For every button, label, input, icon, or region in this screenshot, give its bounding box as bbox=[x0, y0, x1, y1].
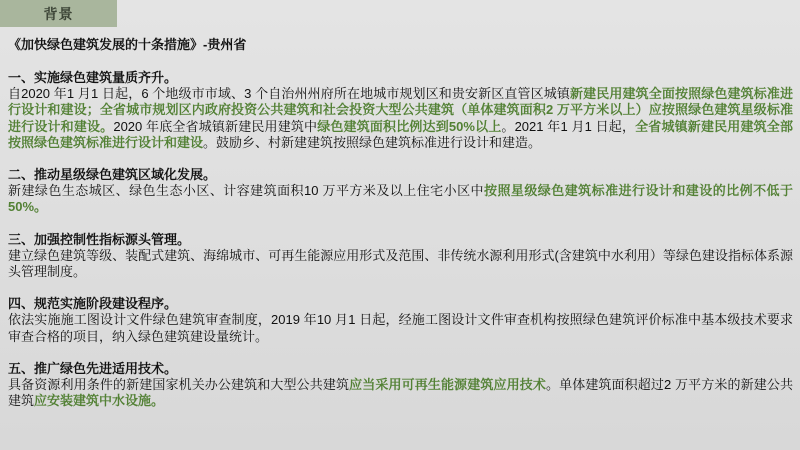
highlighted-text: 绿色建筑面积比例达到50%以上 bbox=[317, 118, 502, 134]
highlighted-text: 按照星级绿色建筑标准进行设计和建设的比例不低于50%。 bbox=[8, 183, 793, 215]
body-text: 依法实施施工图设计文件绿色建筑审查制度，2019 年10 月1 日起，经施工图设计文件审查机构按照绿色建筑评价标准中基本级技术要求审查合格的项目，纳入绿色建筑建设量统计。 bbox=[8, 312, 793, 344]
section-heading: 三、加强控制性指标源头管理。 bbox=[8, 231, 191, 247]
body-text: 具备资源利用条件的新建国家机关办公建筑和大型公共建筑 bbox=[8, 377, 350, 393]
section-header-label: 背景 bbox=[43, 5, 74, 22]
policy-section-4 bbox=[8, 296, 793, 345]
highlighted-text: 应安装建筑中水设施。 bbox=[34, 393, 165, 409]
body-text: 2020 年底全省城镇新建民用建筑中 bbox=[113, 118, 318, 134]
body-text: 建立绿色建筑等级、装配式建筑、海绵城市、可再生能源应用形式及范围、非传统水源利用形式(含建筑中水利用）等绿色建设指标体系源头管理制度。 bbox=[8, 247, 793, 280]
highlighted-text: 新建民用建筑全面按照绿色建筑标准进行设计和建设；全省城市规划区内政府投资公共建筑和社会投资大型公共建筑（单体建筑面积2 万平方米以上）应按照绿色建筑星级标准进行设计和建设。 bbox=[8, 86, 793, 134]
policy-section-5 bbox=[8, 361, 793, 410]
section-heading: 一、实施绿色建筑量质齐升。 bbox=[8, 70, 178, 85]
highlighted-text: 应当采用可再生能源建筑应用技术 bbox=[349, 377, 546, 393]
section-heading: 二、推动星级绿色建筑区域化发展。 bbox=[8, 167, 217, 183]
section-heading: 五、推广绿色先进适用技术。 bbox=[8, 360, 178, 376]
section-body bbox=[8, 312, 793, 344]
body-text: 。2021 年1 月1 日起， bbox=[501, 118, 636, 134]
policy-section-3 bbox=[8, 232, 793, 281]
section-body bbox=[8, 248, 793, 280]
body-text: 。鼓励乡、村新建建筑按照绿色建筑标准进行设计和建造。 bbox=[203, 134, 542, 150]
section-body bbox=[8, 86, 793, 151]
policy-section-2 bbox=[8, 167, 793, 216]
section-heading: 四、规范实施阶段建设程序。 bbox=[8, 296, 178, 312]
policy-sections bbox=[8, 70, 793, 409]
section-body bbox=[8, 377, 793, 409]
highlighted-text: 全省城镇新建民用建筑全部按照绿色建筑标准进行设计和建设 bbox=[8, 118, 793, 150]
body-text: 自2020 年1 月1 日起，6 个地级市市域、3 个自治州州府所在地城市规划区和贵安新区直管区城镇 bbox=[8, 86, 571, 102]
body-text: 。单体建筑面积超过2 万平方米的新建公共建筑 bbox=[8, 377, 793, 409]
body-text: 新建绿色生态城区、绿色生态小区、计容建筑面积10 万平方米及以上住宅小区中 bbox=[8, 183, 484, 199]
document-title: 《加快绿色建筑发展的十条措施》-贵州省 bbox=[8, 37, 247, 52]
section-body bbox=[8, 183, 793, 215]
section-header-tab bbox=[0, 0, 117, 27]
policy-section-1 bbox=[8, 70, 793, 151]
slide-content bbox=[8, 37, 793, 425]
